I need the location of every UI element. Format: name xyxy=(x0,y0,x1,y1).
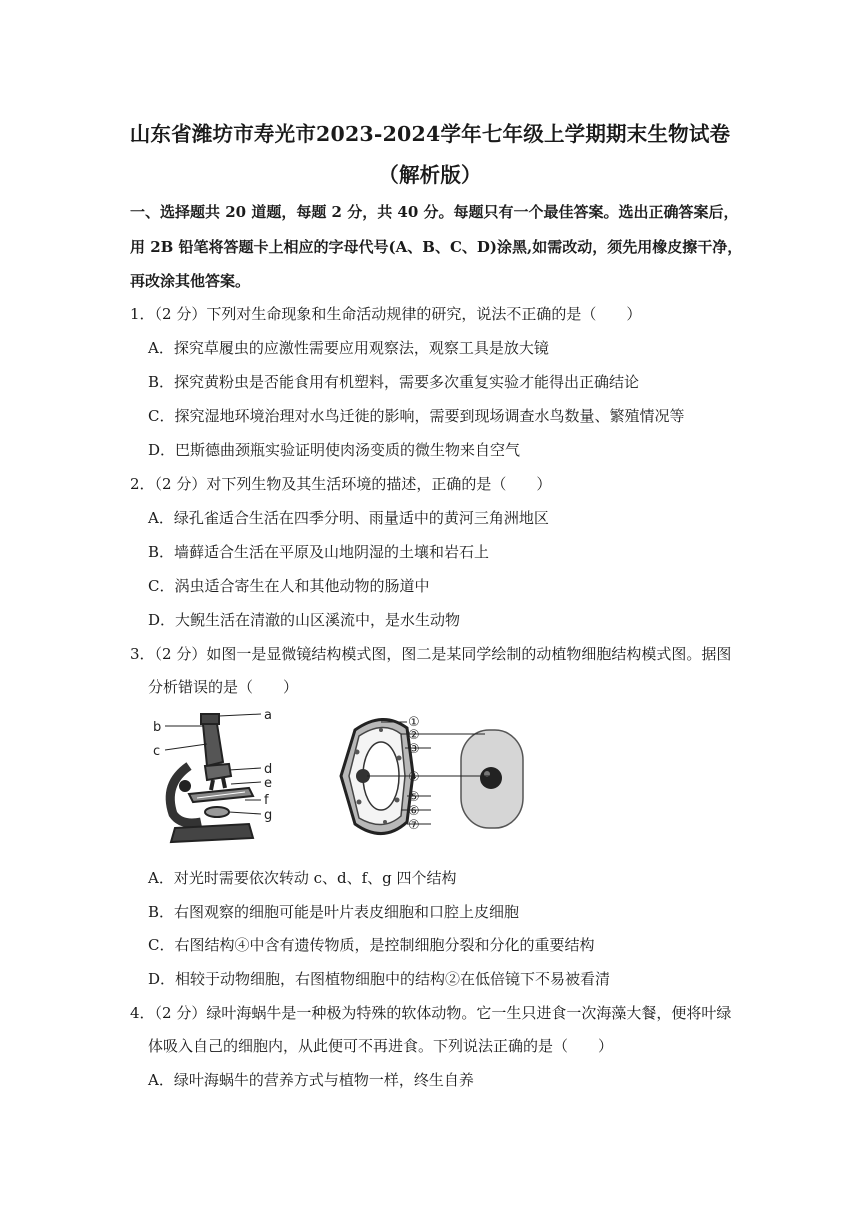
cell-label-7: ⑦ xyxy=(408,818,420,833)
microscope-label-f: f xyxy=(264,793,269,808)
question-3-option-c: C．右图结构④中含有遗传物质，是控制细胞分裂和分化的重要结构 xyxy=(148,936,595,954)
question-3-option-a: A．对光时需要依次转动 c、d、f、g 四个结构 xyxy=(148,869,457,887)
question-4-option-a: A．绿叶海蜗牛的营养方式与植物一样，终生自养 xyxy=(148,1071,474,1089)
question-1-option-d: D．巴斯德曲颈瓶实验证明使肉汤变质的微生物来自空气 xyxy=(148,441,521,459)
question-3-stem: 3．（2 分）如图一是显微镜结构模式图，图二是某同学绘制的动植物细胞结构模式图。据图 xyxy=(130,645,732,663)
question-2-option-d: D．大鲵生活在清澈的山区溪流中，是水生动物 xyxy=(148,611,461,629)
question-3-option-b: B．右图观察的细胞可能是叶片表皮细胞和口腔上皮细胞 xyxy=(148,903,520,921)
question-2-option-b: B．墙藓适合生活在平原及山地阴湿的土壤和岩石上 xyxy=(148,543,490,561)
cell-label-4: ④ xyxy=(408,770,420,785)
question-4-stem: 4．（2 分）绿叶海蜗牛是一种极为特殊的软体动物。它一生只进食一次海藻大餐，便将叶绿 xyxy=(130,1004,732,1022)
question-2-option-c: C．涡虫适合寄生在人和其他动物的肠道中 xyxy=(148,577,430,595)
animal-cell-drawing xyxy=(461,730,523,828)
cell-label-2: ② xyxy=(408,728,420,743)
question-1-option-a: A．探究草履虫的应激性需要应用观察法，观察工具是放大镜 xyxy=(148,339,549,357)
microscope-drawing xyxy=(165,714,261,842)
microscope-label-d: d xyxy=(264,762,273,777)
cell-label-5: ⑤ xyxy=(408,790,420,805)
section-instructions-line: 用 2B 铅笔将答题卡上相应的字母代号(A、B、C、D)涂黑,如需改动，须先用橡皮擦干净， xyxy=(130,238,743,256)
page-title: 山东省潍坊市寿光市2023-2024学年七年级上学期期末生物试卷 xyxy=(129,122,731,146)
question-1-option-c: C．探究湿地环境治理对水鸟迁徙的影响，需要到现场调查水鸟数量、繁殖情况等 xyxy=(148,407,685,425)
microscope-and-cell-diagram xyxy=(145,704,745,850)
page-subtitle: （解析版） xyxy=(378,163,482,187)
section-instructions-line: 再改涂其他答案。 xyxy=(130,272,251,290)
cell-label-3: ③ xyxy=(408,742,420,757)
cell-labels xyxy=(408,715,420,833)
question-1-stem: 1．（2 分）下列对生命现象和生命活动规律的研究，说法不正确的是（ ） xyxy=(130,305,642,323)
question-2-stem: 2．（2 分）对下列生物及其生活环境的描述，正确的是（ ） xyxy=(130,475,552,493)
question-1-option-b: B．探究黄粉虫是否能食用有机塑料，需要多次重复实验才能得出正确结论 xyxy=(148,373,640,391)
microscope-label-e: e xyxy=(264,776,272,791)
cell-label-6: ⑥ xyxy=(408,804,420,819)
question-2-option-a: A．绿孔雀适合生活在四季分明、雨量适中的黄河三角洲地区 xyxy=(148,509,549,527)
question-4-stem-continued: 体吸入自己的细胞内，从此便可不再进食。下列说法正确的是（ ） xyxy=(148,1037,614,1055)
microscope-label-g: g xyxy=(264,808,273,823)
microscope-label-a: a xyxy=(264,708,272,723)
question-3-stem-continued: 分析错误的是（ ） xyxy=(148,678,299,696)
microscope-label-c: c xyxy=(153,744,161,759)
cell-label-1: ① xyxy=(408,715,420,730)
section-instructions-line: 一、选择题共 20 道题，每题 2 分，共 40 分。每题只有一个最佳答案。选出正确答案后， xyxy=(130,203,739,221)
question-3-figure xyxy=(145,704,745,850)
microscope-label-b: b xyxy=(153,720,162,735)
question-3-option-d: D．相较于动物细胞，右图植物细胞中的结构②在低倍镜下不易被看清 xyxy=(148,970,611,988)
